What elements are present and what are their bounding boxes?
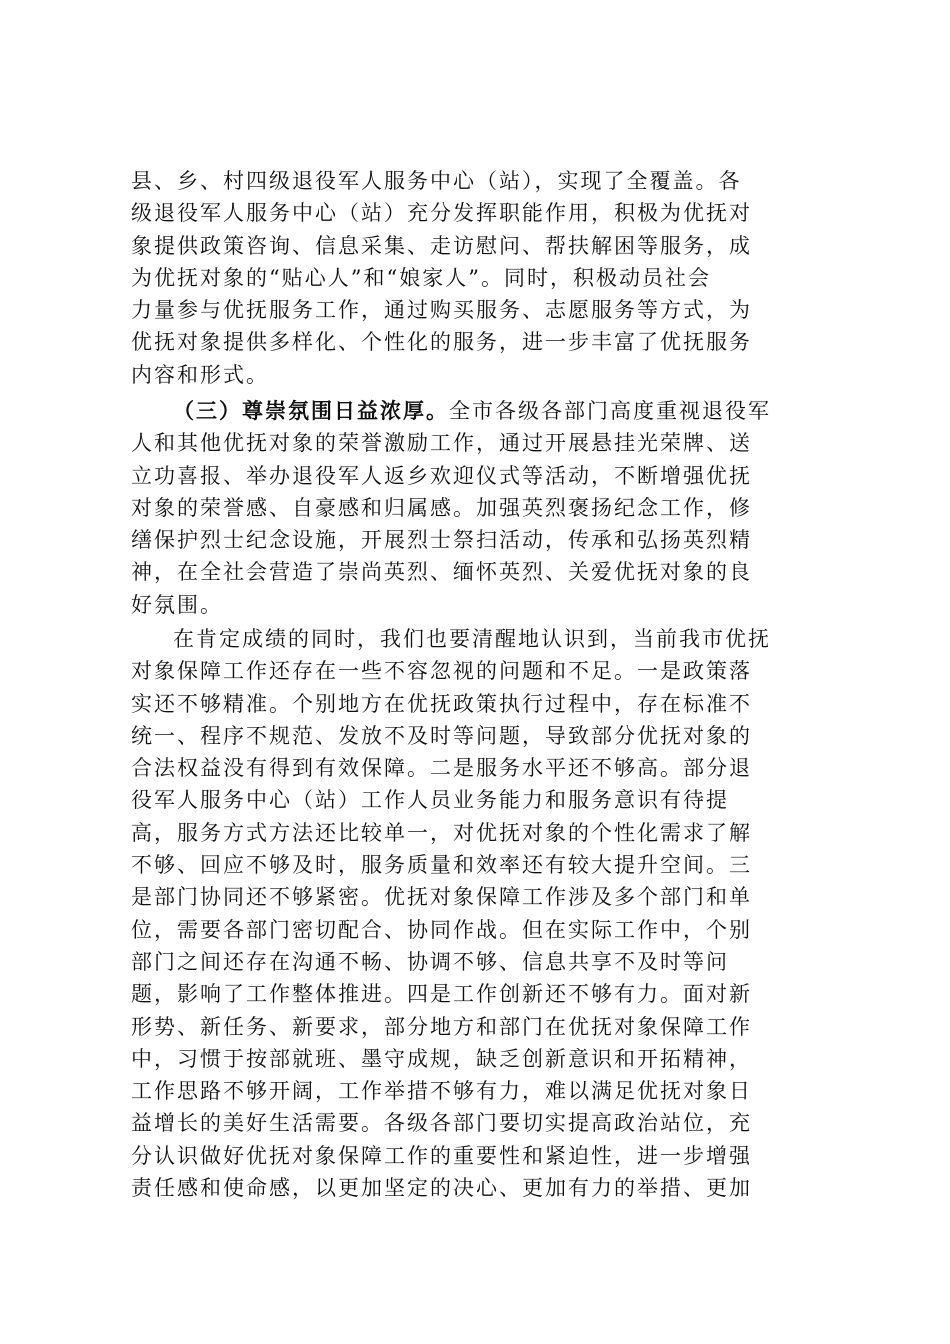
text-line: 力量参与优抚服务工作，通过购买服务、志愿服务等方式，为 — [131, 298, 752, 323]
text-line: 对象的荣誉感、自豪感和归属感。加强英烈褒扬纪念工作，修 — [131, 495, 752, 520]
text-line: 位，需要各部门密切配合、协同作战。但在实际工作中，个别 — [131, 917, 752, 942]
text-line: 象提供政策咨询、信息采集、走访慰问、帮扶解困等服务，成 — [131, 233, 752, 258]
paragraph-problems — [131, 623, 831, 1204]
text-line: 为优抚对象的“贴心人”和“娘家人”。同时，积极动员社会 — [131, 265, 711, 290]
text-line: 对象保障工作还存在一些不容忽视的问题和不足。一是政策落 — [131, 659, 752, 684]
paragraph-honor-atmosphere — [131, 395, 831, 621]
text-line: 益增长的美好生活需要。各级各部门要切实提高政治站位，充 — [131, 1111, 752, 1136]
text-line: 级退役军人服务中心（站）充分发挥职能作用，积极为优抚对 — [131, 201, 752, 226]
text-line: 立功喜报、举办退役军人返乡欢迎仪式等活动，不断增强优抚 — [131, 463, 752, 488]
text-line-first: 在肯定成绩的同时，我们也要清醒地认识到，当前我市优抚 — [173, 627, 771, 651]
text-line: 统一、程序不规范、发放不及时等问题，导致部分优抚对象的 — [131, 723, 752, 748]
text-line-first — [131, 395, 831, 427]
paragraph-service-centers — [131, 165, 831, 391]
text-line: 部门之间还存在沟通不畅、协调不够、信息共享不及时等问 — [131, 949, 729, 974]
text-line: 役军人服务中心（站）工作人员业务能力和服务意识有待提 — [131, 788, 729, 813]
text-line: 内容和形式。 — [131, 362, 269, 387]
text-line: 缮保护烈士纪念设施，开展烈士祭扫活动，传承和弘扬英烈精 — [131, 528, 752, 553]
text-line: 责任感和使命感，以更加坚定的决心、更加有力的举措、更加 — [131, 1176, 752, 1201]
text-line: 人和其他优抚对象的荣誉激励工作，通过开展悬挂光荣牌、送 — [131, 431, 752, 456]
text-line: 神，在全社会营造了崇尚英烈、缅怀英烈、关爱优抚对象的良 — [131, 560, 752, 585]
text-line: 不够、回应不够及时，服务质量和效率还有较大提升空间。三 — [131, 853, 752, 878]
heading-continuation: 全市各级各部门高度重视退役军 — [449, 399, 771, 423]
text-line: 好氛围。 — [131, 592, 223, 617]
text-line: 中，习惯于按部就班、墨守成规，缺乏创新意识和开拓精神， — [131, 1046, 752, 1071]
text-line: 是部门协同还不够紧密。优抚对象保障工作涉及多个部门和单 — [131, 885, 752, 910]
text-line: 实还不够精准。个别地方在优抚政策执行过程中，存在标准不 — [131, 691, 752, 716]
text-line: 优抚对象提供多样化、个性化的服务，进一步丰富了优抚服务 — [131, 330, 752, 355]
text-line: 高，服务方式方法还比较单一，对优抚对象的个性化需求了解 — [131, 820, 752, 845]
section-heading: （三）尊崇氛围日益浓厚。 — [173, 398, 449, 423]
text-line: 分认识做好优抚对象保障工作的重要性和紧迫性，进一步增强 — [131, 1143, 752, 1168]
text-line: 题，影响了工作整体推进。四是工作创新还不够有力。面对新 — [131, 982, 752, 1007]
text-line: 工作思路不够开阔，工作举措不够有力，难以满足优抚对象日 — [131, 1079, 752, 1104]
text-line: 县、乡、村四级退役军人服务中心（站），实现了全覆盖。各 — [131, 169, 742, 193]
text-line: 形势、新任务、新要求，部分地方和部门在优抚对象保障工作 — [131, 1014, 752, 1039]
text-line: 合法权益没有得到有效保障。二是服务水平还不够高。部分退 — [131, 756, 752, 781]
